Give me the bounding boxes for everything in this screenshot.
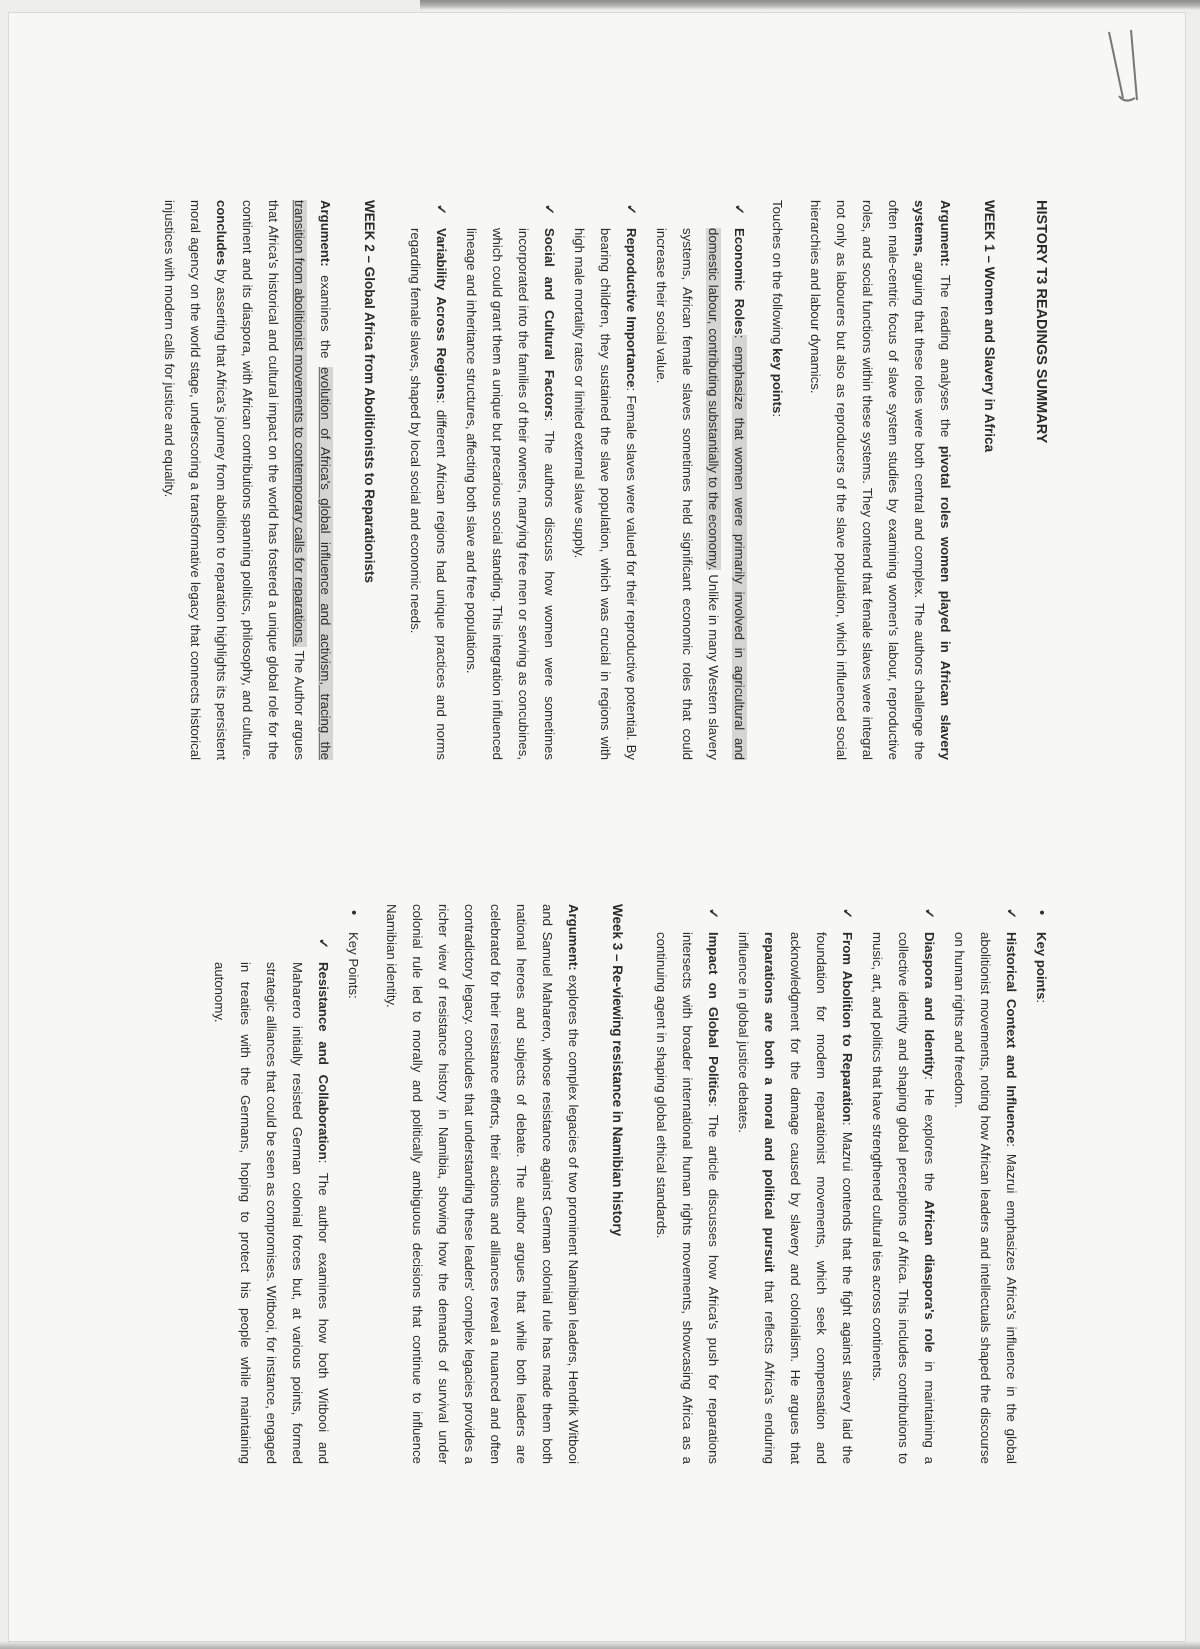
concludes-label: concludes — [214, 200, 229, 266]
argument-label: Argument: — [566, 904, 581, 971]
week2-key-points — [648, 904, 1054, 1464]
point-text: that reflects Africa's enduring influence in global justice debates. — [736, 932, 777, 1464]
check-icon: ✓ — [732, 204, 747, 215]
point-text: : Female slaves were valued for their reproductive potential. By bearing children, they sustained the slave population, which was crucial in regions with high male mortality rates or limited external slave supply. — [572, 228, 639, 760]
list-item — [946, 904, 1024, 1464]
column-right — [200, 904, 1054, 1464]
point-label: Economic Roles — [732, 228, 747, 335]
point-text: : Mazrui contends that the fight against slavery laid the foundation for modern reparationist movements, which seek compensation and acknowledgment for the damage caused by slavery and colonialism. He argues that — [788, 932, 855, 1464]
check-icon: ✓ — [434, 204, 449, 215]
point-label: Resistance and Collaboration — [316, 962, 331, 1160]
argument-label: Argument: — [318, 200, 333, 267]
point-label: Impact on Global Politics — [706, 932, 721, 1104]
argument-text: arguing that these roles were both central and complex. The authors challenge the often male-centric focus of slave system studies by examining women's labour, reproductive roles, and social functions within these systems. They contend that female slaves were integral not only as labourers but also as reproducers of the slave population, which influenced social hierarchies and labour dynamics. — [808, 200, 927, 760]
concludes-text: by asserting that Africa's journey from abolition to reparation highlights its persistent moral agency on the world stage, underscoring a transformative legacy that connects historical injustices with modern calls for justice and equality. — [162, 200, 229, 760]
point-label: Social and Cultural Factors — [542, 228, 557, 418]
week3-heading: Week 3 – Re-viewing resistance in Namibian history — [610, 904, 625, 1237]
check-icon: ✓ — [542, 204, 557, 215]
column-left — [144, 200, 1054, 760]
touches-colon: : — [770, 413, 785, 417]
week1-heading: WEEK 1 – Women and Slavery in Africa — [982, 200, 997, 453]
list-item — [566, 200, 644, 760]
argument-text: explores the complex legacies of two prominent Namibian leaders, Hendrik Witbooi and Samuel Maharero, whose resistance against German colonial rule has made them both national heroes and subjects of debate. The author argues that while both leaders are celebrated for their resistance efforts, their actions and alliances reveal a nuanced and often contradictory legacy. concludes that understanding these leaders' complex legacies provides a richer view of resistance history in Namibia, showing how the demands of survival under colonial rule led to morally and politically ambiguous decisions that continue to influence Namibian identity. — [384, 904, 581, 1464]
list-item — [864, 904, 942, 1464]
point-bold: reparations are both a moral and political pursuit — [762, 932, 777, 1273]
key-points-label: Key Points: — [346, 932, 361, 999]
key-points-colon: : — [1034, 999, 1049, 1004]
argument-text: The reading analyses the — [938, 266, 953, 446]
check-icon: ✓ — [316, 938, 331, 949]
point-highlighted-text: : emphasize that women were primarily involved in agricultural and domestic labour, contributing substantially to the economy. — [706, 228, 747, 760]
point-text: : The article discusses how Africa's push for reparations intersects with broader international human rights movements, showcasing Africa as a continuing agent in shaping global ethical standards. — [654, 932, 721, 1464]
point-text: : Mazrui emphasizes Africa's influence in the global abolitionist movements, noting how African leaders and intellectuals shaped the discourse on human rights and freedom. — [952, 932, 1019, 1464]
argument-label: Argument: — [938, 200, 953, 267]
point-label: Variability Across Regions — [434, 228, 449, 400]
point-text: : He explores the — [922, 1076, 937, 1201]
week3-argument — [378, 904, 586, 1464]
week1-touches — [764, 200, 790, 760]
point-text: in maintaining a collective identity and shaping global perceptions of Africa. This includes contributions to music, art, and politics that have strengthened cultural ties across continents. — [870, 932, 937, 1464]
week1-key-points — [402, 200, 752, 760]
list-item — [458, 200, 562, 760]
check-icon: ✓ — [840, 908, 855, 919]
list-item — [206, 904, 336, 1464]
list-item — [648, 200, 752, 760]
check-icon: ✓ — [1004, 908, 1019, 919]
bullet-icon: • — [1033, 910, 1050, 916]
argument-text: The Author argues that Africa's historical and cultural impact on the world has fostered a unique global role for the continent and its diaspora, with African contributions spanning politics, philosophy, and culture. — [240, 200, 307, 760]
check-icon: ✓ — [624, 204, 639, 215]
argument-text: examines the — [318, 266, 333, 367]
touches-bold: key points — [770, 348, 785, 414]
point-text: : The authors discuss how women were sometimes incorporated into the families of their owners, marrying free men or serving as concubines, which could grant them a unique but precarious social standing. This integration influenced lineage and inheritance structures, affecting both slave and free populations. — [464, 228, 557, 760]
bullet-icon: • — [345, 910, 362, 916]
week2-heading: WEEK 2 – Global Africa from Abolitionists to Reparationists — [362, 200, 377, 584]
key-points-label: Key points — [1034, 932, 1049, 1000]
point-label: Diaspora and Identity — [922, 932, 937, 1077]
check-icon: ✓ — [706, 908, 721, 919]
key-points-heading — [340, 904, 366, 1464]
point-label: Reproductive Importance — [624, 228, 639, 388]
list-item — [648, 904, 726, 1464]
point-bold: African diaspora's role — [922, 1200, 937, 1353]
check-icon: ✓ — [922, 908, 937, 919]
document-title: HISTORY T3 READINGS SUMMARY — [1033, 200, 1049, 444]
touches-text: Touches on the following — [770, 200, 785, 349]
list-item — [730, 904, 860, 1464]
point-text: Unlike in many Western slavery systems, African female slaves sometimes held significant economic roles that could increase their social value. — [654, 228, 721, 760]
point-text: : different African regions had unique practices and norms regarding female slaves, shaped by local social and economic needs. — [408, 228, 449, 760]
argument-underlined: evolution of Africa's global influence and activism, tracing the transition from abolitionist movements to contemporary calls for reparations. — [292, 200, 333, 760]
point-label: Historical Context and Influence — [1004, 932, 1019, 1144]
week3-key-points — [206, 904, 366, 1464]
list-item — [402, 200, 454, 760]
week1-argument — [802, 200, 958, 760]
argument-bold: pivotal roles women played in African slavery systems, — [912, 200, 953, 760]
key-points-heading — [1028, 904, 1054, 1464]
point-text: : The author examines how both Witbooi and Maharero initially resisted German colonial forces but, at various points, formed strategic alliances that could be seen as compromises. Witbooi, for instance, engaged in treaties with the Germans, hoping to protect his people while maintaining autonomy. — [212, 962, 331, 1464]
point-label: From Abolition to Reparation — [840, 932, 855, 1122]
week2-argument — [156, 200, 338, 760]
